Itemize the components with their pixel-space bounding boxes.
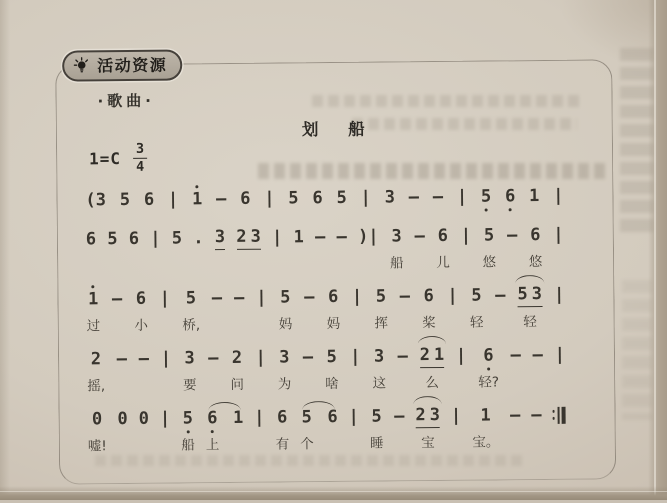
barline: | (360, 188, 370, 208)
bar-cell (451, 404, 462, 449)
bar-cell (461, 224, 472, 269)
song-title: 划 船 (56, 113, 611, 142)
note: 6 (207, 407, 217, 429)
note: 5 (301, 406, 311, 428)
bar-cell (150, 227, 161, 272)
duration-dash: – (315, 227, 325, 247)
note-cell (385, 185, 395, 209)
note-cell (327, 405, 338, 450)
note-cell (374, 284, 388, 329)
note-cell (182, 286, 200, 331)
note: 6 (423, 285, 433, 307)
note: 1 (480, 404, 490, 426)
barline: | (168, 189, 178, 209)
lyric: 小 (134, 314, 148, 332)
note-cell (193, 226, 204, 271)
note-cell (481, 184, 491, 208)
duration-dash: – (507, 225, 517, 245)
barline: | (456, 346, 466, 366)
note-cell (230, 346, 244, 391)
barline: )| (358, 227, 379, 247)
barline: | (352, 287, 362, 307)
note: 5 (376, 285, 386, 307)
note-cell (277, 345, 291, 390)
note: 6 (136, 288, 146, 310)
lyric: 船 (390, 251, 404, 269)
note-cell (120, 188, 130, 212)
dash-cell (510, 343, 521, 388)
barline: | (553, 186, 563, 206)
note-cell (129, 227, 140, 272)
music-system (85, 184, 563, 213)
note: 6 (328, 286, 338, 308)
music-system (86, 283, 564, 333)
note-cell (326, 285, 340, 330)
note-cell (372, 345, 386, 390)
note: 5 (481, 185, 491, 207)
note-cell (336, 186, 346, 210)
lyric: 悠 (482, 250, 496, 268)
barline: | (160, 409, 170, 429)
lyric: 桥, (182, 313, 200, 331)
note-cell (482, 223, 496, 268)
barline: | (256, 288, 266, 308)
duration-dash: – (409, 187, 419, 207)
note-cell (117, 407, 128, 452)
note: 1 (192, 188, 202, 210)
dash-cell (234, 286, 245, 331)
bar-cell (456, 344, 467, 389)
note: 5 3 (517, 283, 542, 307)
note-cell (86, 287, 100, 332)
dash-cell (303, 345, 314, 390)
bar-cell (256, 286, 267, 331)
bar-cell (160, 407, 171, 452)
dash-cell (433, 185, 443, 209)
note-cell (279, 285, 293, 330)
dash-cell (139, 347, 150, 392)
duration-dash: – (533, 345, 543, 365)
barline: | (272, 227, 282, 247)
dash-cell (531, 403, 542, 448)
bar-cell (555, 343, 566, 388)
note: 3 (374, 346, 384, 368)
note-cell (370, 405, 384, 450)
lyric: 摇, (87, 374, 105, 392)
note: 5 (326, 346, 336, 368)
note-cell (415, 404, 440, 449)
score (85, 184, 566, 468)
barline: | (150, 229, 160, 249)
dash-cell (409, 185, 419, 209)
dash-cell (394, 404, 405, 449)
dash-cell (495, 283, 506, 328)
note: 3 (385, 186, 395, 208)
lyric: 桨 (422, 311, 436, 329)
duration-dash: – (216, 189, 226, 209)
lyric: 轻 (470, 311, 484, 329)
note: 6 (327, 406, 337, 428)
barline: | (554, 285, 564, 305)
duration-dash: – (234, 288, 244, 308)
note-cell (312, 186, 322, 210)
note-cell (529, 184, 539, 208)
barline: | (160, 289, 170, 309)
note: . (193, 227, 203, 249)
dash-cell (337, 225, 348, 270)
note-cell (233, 406, 244, 451)
barline: | (350, 347, 360, 367)
note: 2 3 (236, 226, 261, 250)
duration-dash: – (394, 406, 404, 426)
lyric: 么 (425, 371, 439, 389)
note: 6 (505, 185, 515, 207)
duration-dash: – (400, 286, 410, 306)
note-cell (86, 227, 97, 272)
duration-dash: – (495, 285, 505, 305)
bar-cell (360, 186, 370, 210)
note: 5 (120, 189, 130, 211)
note-cell (505, 184, 515, 208)
dash-cell (117, 347, 128, 392)
section-label: ·歌曲· (97, 90, 155, 112)
barline: | (264, 189, 274, 209)
note-cell (470, 284, 484, 329)
lyric: 船 (181, 433, 195, 451)
dash-cell (208, 346, 219, 391)
dash-cell (507, 223, 518, 268)
note-cell (420, 344, 445, 389)
note-cell (172, 226, 183, 271)
lyric: 个 (300, 432, 314, 450)
lyric: 这 (372, 372, 386, 390)
dash-cell (398, 344, 409, 389)
note: 3 (215, 226, 225, 250)
note-cell (294, 225, 305, 270)
note-cell (436, 224, 450, 269)
note: 6 (129, 228, 139, 250)
note: 2 (232, 347, 242, 369)
note: 5 (336, 187, 346, 209)
dash-cell (212, 286, 223, 331)
bar-cell (350, 345, 361, 390)
note-cell (85, 188, 106, 212)
music-system (87, 403, 565, 453)
note-cell (422, 284, 436, 329)
duration-dash: – (117, 349, 127, 369)
lightbulb-icon (72, 56, 91, 75)
note: 5 (172, 227, 182, 249)
note: 0 (117, 408, 127, 430)
duration-dash: – (510, 345, 520, 365)
lyric: 有 (276, 432, 290, 450)
lyric: 妈 (279, 312, 293, 330)
note: 3 (279, 346, 289, 368)
note-group (205, 406, 243, 451)
dash-cell (532, 343, 543, 388)
duration-dash: – (212, 288, 222, 308)
barline: | (457, 187, 467, 207)
note-cell (478, 343, 499, 388)
barline: | (553, 225, 563, 245)
note: 6 (483, 344, 493, 366)
music-system (86, 223, 564, 273)
note-cell (300, 405, 314, 450)
note: 6 (240, 188, 250, 210)
note: 1 (88, 288, 98, 310)
note-group (300, 405, 338, 450)
bar-cell (272, 225, 283, 270)
bar-cell (457, 185, 467, 209)
bar-cell (447, 284, 458, 329)
bar-cell (352, 285, 363, 330)
barline: | (555, 345, 565, 365)
note-cell (192, 187, 202, 211)
duration-dash: – (337, 227, 347, 247)
barline: | (254, 408, 264, 428)
bar-cell (168, 187, 178, 211)
duration-dash: – (398, 346, 408, 366)
note: 6 (277, 406, 287, 428)
time-signature (133, 142, 147, 175)
key-signature (89, 142, 147, 175)
note: 6 (530, 224, 540, 246)
note: 6 (312, 187, 322, 209)
bar-cell (161, 347, 172, 392)
note: 6 (144, 189, 154, 211)
lyric: 为 (278, 372, 292, 390)
note: 5 (471, 285, 481, 307)
bar-cell (348, 405, 359, 450)
note: 5 (280, 286, 290, 308)
bar-cell (264, 187, 274, 211)
lyric: 悠 (529, 250, 543, 268)
note-cell (528, 223, 542, 268)
badge-label: 活动资源 (97, 57, 167, 74)
note: 5 (183, 407, 193, 429)
barline: | (255, 348, 265, 368)
barline: | (461, 226, 471, 246)
dash-cell (216, 187, 226, 211)
lyric: 啥 (325, 372, 339, 390)
duration-dash: – (304, 287, 314, 307)
note: 5 (186, 287, 196, 309)
note: 1 (294, 226, 304, 248)
note: 0 (139, 408, 149, 430)
note: 2 3 (415, 404, 440, 428)
lyric: 宝。 (472, 430, 499, 448)
music-system (87, 343, 565, 393)
dash-cell (112, 287, 123, 332)
note-cell (325, 345, 339, 390)
bar-cell (554, 283, 565, 328)
note: 5 (371, 406, 381, 428)
note-cell (181, 406, 195, 451)
lyric: 挥 (374, 311, 388, 329)
book-page-edge-right (648, 0, 667, 500)
note-cell (134, 287, 148, 332)
dash-cell (400, 284, 411, 329)
note: 0 (92, 408, 102, 430)
lyric: 妈 (327, 312, 341, 330)
note-cell (236, 226, 261, 271)
note-cell (390, 224, 404, 269)
barline: | (447, 286, 457, 306)
barline: | (161, 349, 171, 369)
note-cell (139, 407, 150, 452)
resource-badge (62, 49, 182, 81)
note: 3 (184, 347, 194, 369)
bar-cell (553, 184, 563, 208)
note: 5 (484, 224, 494, 246)
note: 3 (391, 225, 401, 247)
lyric: 上 (206, 433, 220, 451)
book-page-edge-bottom (0, 486, 667, 500)
note-cell (205, 406, 219, 451)
note-cell (472, 403, 499, 448)
note: 2 1 (420, 344, 445, 368)
note-cell (144, 188, 154, 212)
lyric: 问 (230, 373, 244, 391)
bar-cell (255, 346, 266, 391)
time-numerator: 3 (133, 142, 147, 159)
dash-cell (414, 224, 425, 269)
note-cell (87, 347, 105, 392)
note-cell (275, 405, 289, 450)
duration-dash: – (303, 347, 313, 367)
note: 5 (107, 228, 117, 250)
bar-cell (160, 287, 171, 332)
note: 6 (438, 225, 448, 247)
note-cell (517, 283, 542, 328)
lyric: 儿 (436, 251, 450, 269)
lyric: 过 (87, 314, 101, 332)
note: 1 (233, 407, 243, 429)
dash-cell (315, 225, 326, 270)
note-cell (215, 226, 226, 271)
lyric: 嘘! (88, 434, 107, 452)
bar-cell (553, 223, 564, 268)
duration-dash: – (510, 405, 520, 425)
dash-cell (304, 285, 315, 330)
time-denominator: 4 (136, 159, 144, 175)
repeat-end-barline (552, 404, 565, 426)
duration-dash: – (112, 289, 122, 309)
lyric: 睡 (370, 432, 384, 450)
duration-dash: – (415, 226, 425, 246)
note: (3 (85, 189, 106, 211)
note-cell (183, 346, 197, 391)
dash-cell (510, 403, 521, 448)
key-label: 1=C (89, 149, 121, 168)
note: 5 (288, 187, 298, 209)
note: 1 (529, 185, 539, 207)
bar-cell (358, 225, 379, 270)
lyric: 轻? (478, 370, 499, 388)
barline: | (349, 407, 359, 427)
repeat-cell (552, 403, 565, 448)
lyric: 宝 (421, 431, 435, 449)
note-cell (107, 227, 118, 272)
note: 6 (86, 228, 96, 250)
note-cell (87, 407, 106, 452)
duration-dash: – (433, 187, 443, 207)
duration-dash: – (139, 349, 149, 369)
duration-dash: – (531, 405, 541, 425)
note: 2 (91, 348, 101, 370)
note-cell (288, 186, 298, 210)
barline: | (451, 406, 461, 426)
lyric: 轻 (523, 310, 537, 328)
lyric: 要 (183, 373, 197, 391)
note-cell (240, 187, 250, 211)
bar-cell (254, 406, 265, 451)
duration-dash: – (208, 348, 218, 368)
